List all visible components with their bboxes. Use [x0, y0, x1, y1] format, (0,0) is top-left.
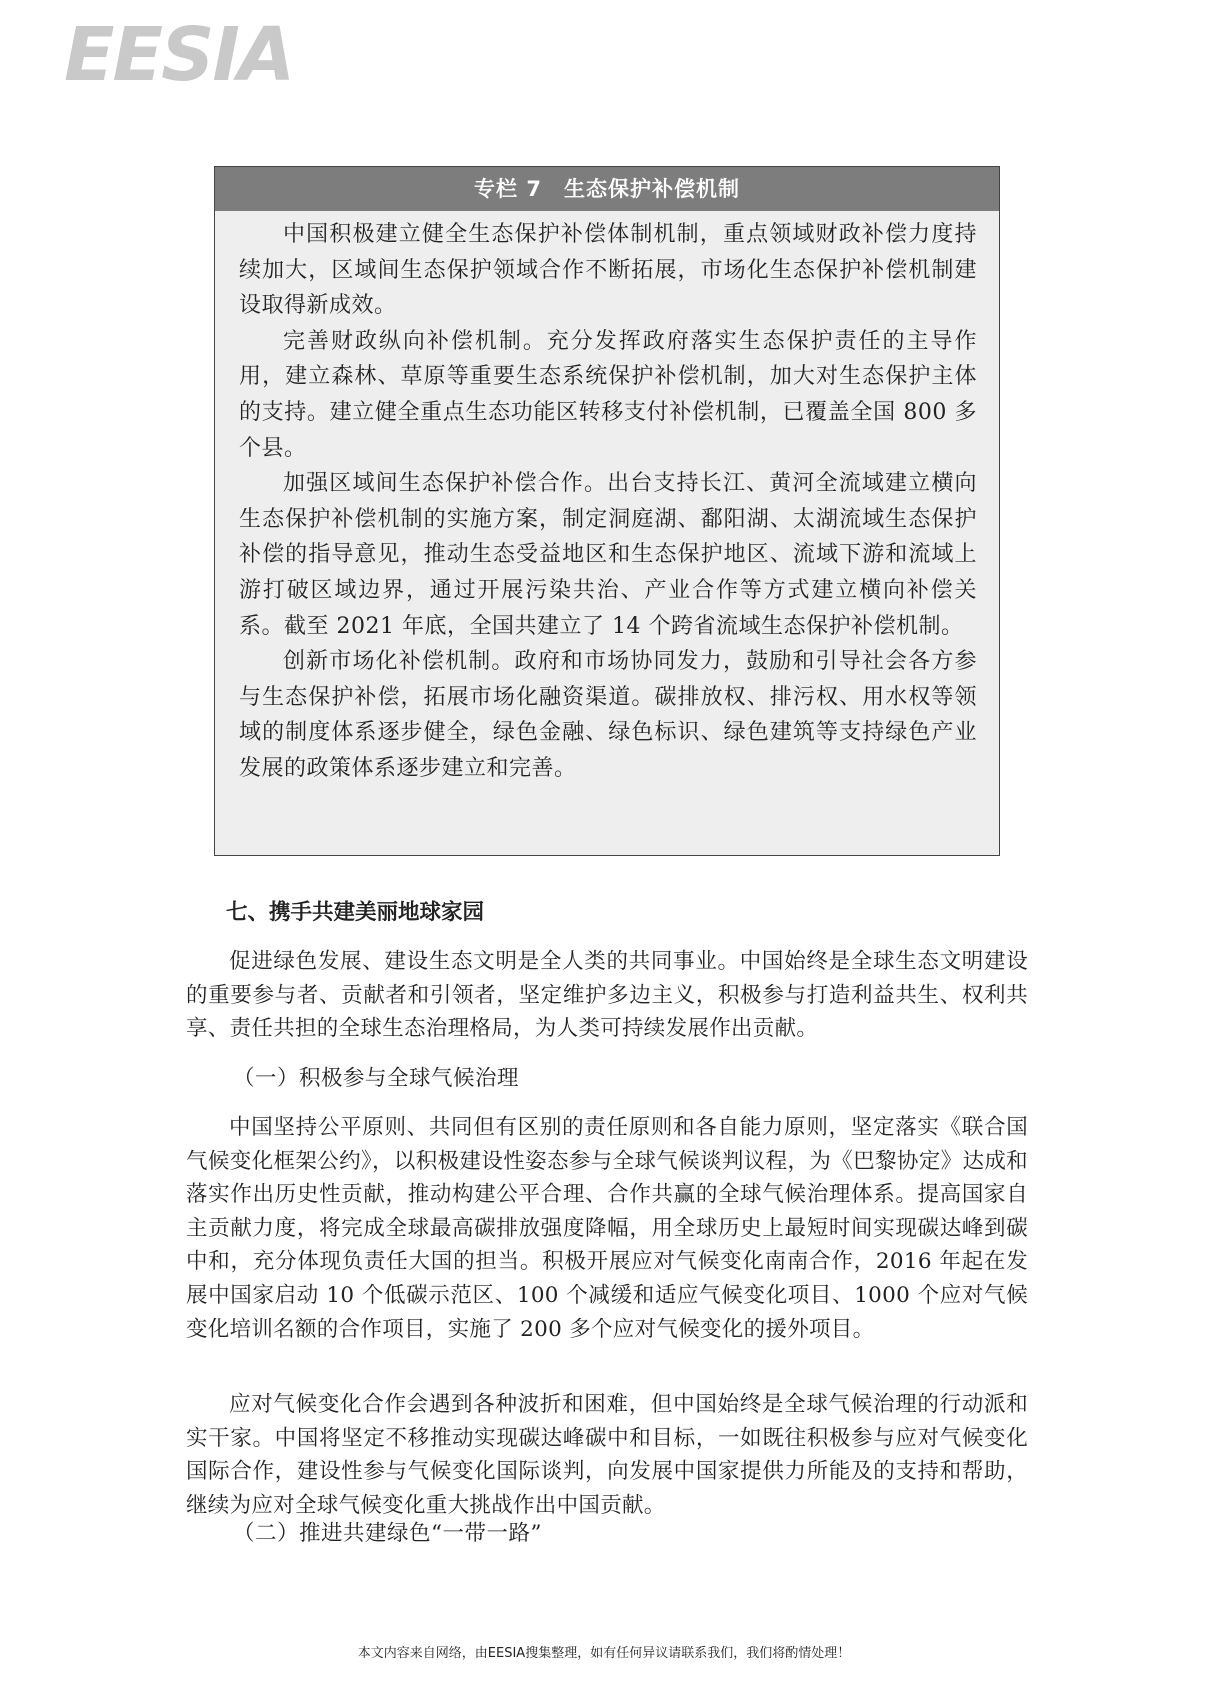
climate-paragraph-block-2 [186, 1388, 1028, 1522]
column-paragraph: 中国积极建立健全生态保护补偿体制机制，重点领域财政补偿力度持续加大，区域间生态保护领域合作不断拓展，市场化生态保护补偿机制建设取得新成效。 [239, 222, 977, 319]
column-title: 专栏 7 生态保护补偿机制 [215, 167, 999, 211]
column-body [215, 211, 999, 787]
column-paragraph: 完善财政纵向补偿机制。充分发挥政府落实生态保护责任的主导作用，建立森林、草原等重要生态系统保护补偿机制，加大对生态保护主体的支持。建立健全重点生态功能区转移支付补偿机制，已覆盖全国 800 多个县。 [239, 328, 977, 461]
footer-disclaimer: 本文内容来自网络，由EESIA搜集整理，如有任何异议请联系我们，我们将酌情处理！ [357, 1646, 851, 1661]
section-heading: 七、携手共建美丽地球家园 [226, 900, 485, 925]
climate-paragraph: 应对气候变化合作会遇到各种波折和困难，但中国始终是全球气候治理的行动派和实干家。中国将坚定不移推动实现碳达峰碳中和目标，一如既往积极参与应对气候变化国际合作，建设性参与气候变化国际谈判，向发展中国家提供力所能及的支持和帮助，继续为应对全球气候变化重大挑战作出中国贡献。 [186, 1392, 1028, 1518]
column-paragraph: 创新市场化补偿机制。政府和市场协同发力，鼓励和引导社会各方参与生态保护补偿，拓展市场化融资渠道。碳排放权、排污权、用水权等领域的制度体系逐步健全，绿色金融、绿色标识、绿色建筑等支持绿色产业发展的政策体系逐步建立和完善。 [239, 649, 977, 781]
column-box [214, 166, 1000, 856]
column-paragraph: 加强区域间生态保护补偿合作。出台支持长江、黄河全流域建立横向生态保护补偿机制的实施方案，制定洞庭湖、鄱阳湖、太湖流域生态保护补偿的指导意见，推动生态受益地区和生态保护地区、流域下游和流域上游打破区域边界，通过开展污染共治、产业合作等方式建立横向补偿关系。截至 2021 年底，全国共建立了 14 个跨省流域生态保护补偿机制。 [239, 471, 977, 639]
intro-paragraph-block [186, 945, 1028, 1046]
subheading-climate: （一）积极参与全球气候治理 [233, 1066, 520, 1091]
climate-paragraph: 中国坚持公平原则、共同但有区别的责任原则和各自能力原则，坚定落实《联合国气候变化框架公约》，以积极建设性姿态参与全球气候谈判议程，为《巴黎协定》达成和落实作出历史性贡献，推动构建公平合理、合作共赢的全球气候治理体系。提高国家自主贡献力度，将完成全球最高碳排放强度降幅，用全球历史上最短时间实现碳达峰到碳中和，充分体现负责任大国的担当。积极开展应对气候变化南南合作，2016 年起在发展中国家启动 10 个低碳示范区、100 个减缓和适应气候变化项目、1000 个应对气候变化培训名额的合作项目，实施了 200 多个应对气候变化的援外项目。 [186, 1115, 1028, 1342]
climate-paragraph-block [186, 1111, 1028, 1346]
intro-paragraph: 促进绿色发展、建设生态文明是全人类的共同事业。中国始终是全球生态文明建设的重要参与者、贡献者和引领者，坚定维护多边主义，积极参与打造利益共生、权利共享、责任共担的全球生态治理格局，为人类可持续发展作出贡献。 [186, 949, 1028, 1042]
eesia-logo: EESIA [64, 12, 294, 98]
subheading-belt-road: （二）推进共建绿色“一带一路” [233, 1521, 542, 1546]
